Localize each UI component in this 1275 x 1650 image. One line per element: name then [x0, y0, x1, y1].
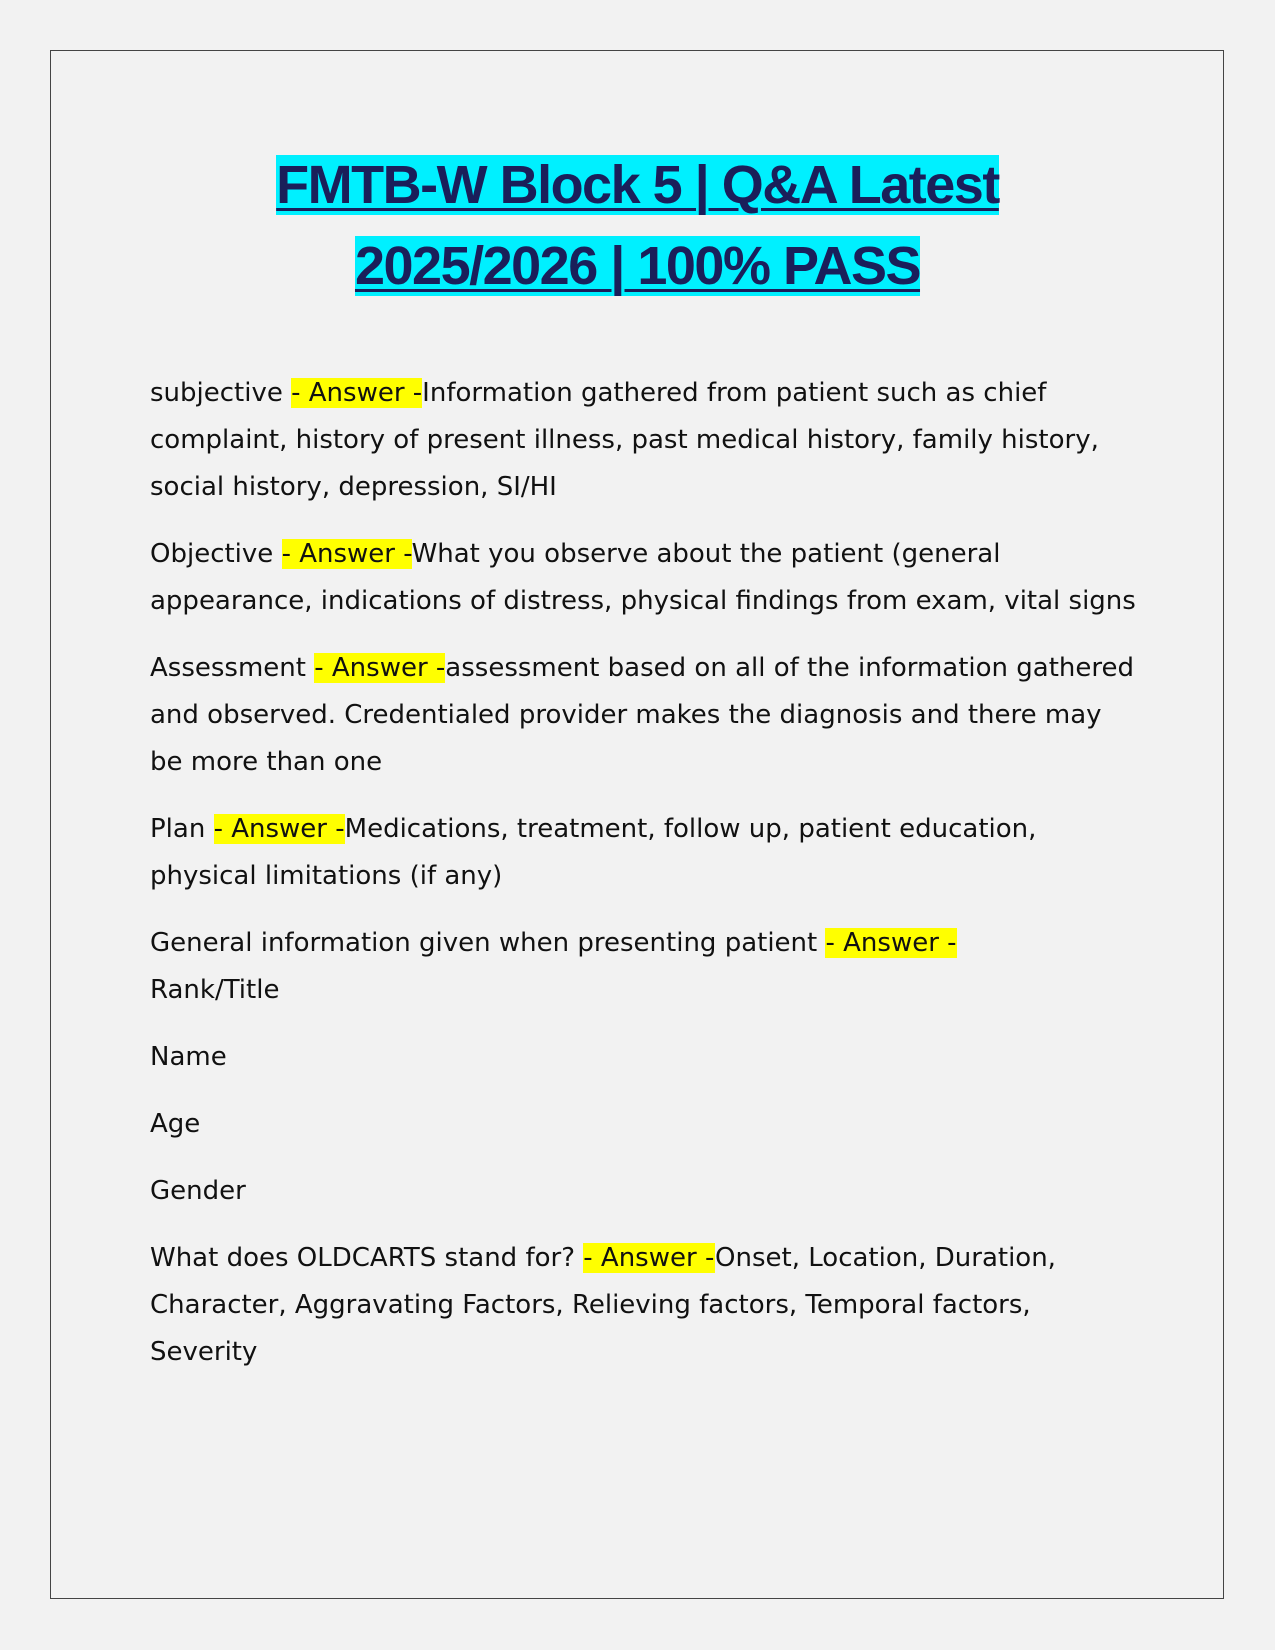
answer-marker: - Answer -	[583, 1243, 716, 1273]
answer-marker: - Answer -	[213, 814, 345, 844]
qa-term: Plan	[150, 814, 214, 844]
list-item-gender: Gender	[150, 1176, 246, 1206]
qa-item-oldcarts	[150, 1235, 1140, 1376]
qa-term: Objective	[150, 539, 282, 569]
qa-term: Assessment	[150, 653, 315, 683]
answer-marker: - Answer -	[314, 653, 446, 683]
qa-answer: Onset, Location, Duration, Character, Aggravating Factors, Relieving factors, Temporal factors, Severity	[150, 1243, 1056, 1367]
answer-marker: - Answer -	[281, 539, 412, 569]
qa-answer: Rank/Title	[150, 975, 280, 1005]
qa-term: subjective	[150, 378, 292, 408]
document-title	[0, 145, 1275, 307]
qa-term: What does OLDCARTS stand for?	[150, 1243, 584, 1273]
qa-item-assessment	[150, 645, 1140, 786]
qa-item-general-info	[150, 920, 1140, 1014]
qa-item-subjective	[150, 370, 1140, 511]
answer-marker: - Answer -	[825, 928, 957, 958]
qa-answer: Information gathered from patient such as chief complaint, history of present illness, past medical history, family history, social history, depression, SI/HI	[150, 378, 1099, 502]
qa-item-plan	[150, 806, 1140, 900]
qa-answer: assessment based on all of the information gathered and observed. Credentialed provider makes the diagnosis and there may be more than one	[150, 653, 1135, 777]
answer-marker: - Answer -	[291, 378, 423, 408]
qa-answer: Medications, treatment, follow up, patient education, physical limitations (if any)	[150, 814, 1037, 891]
qa-content	[150, 370, 1140, 1396]
qa-answer: What you observe about the patient (general appearance, indications of distress, physical findings from exam, vital signs	[150, 539, 1136, 616]
title-line-1: FMTB-W Block 5 | Q&A Latest	[276, 155, 999, 215]
list-item-age: Age	[150, 1109, 201, 1139]
list-item-name: Name	[150, 1042, 227, 1072]
title-line-2: 2025/2026 | 100% PASS	[354, 236, 921, 296]
qa-term: General information given when presenting patient	[150, 928, 826, 958]
qa-item-objective	[150, 531, 1140, 625]
